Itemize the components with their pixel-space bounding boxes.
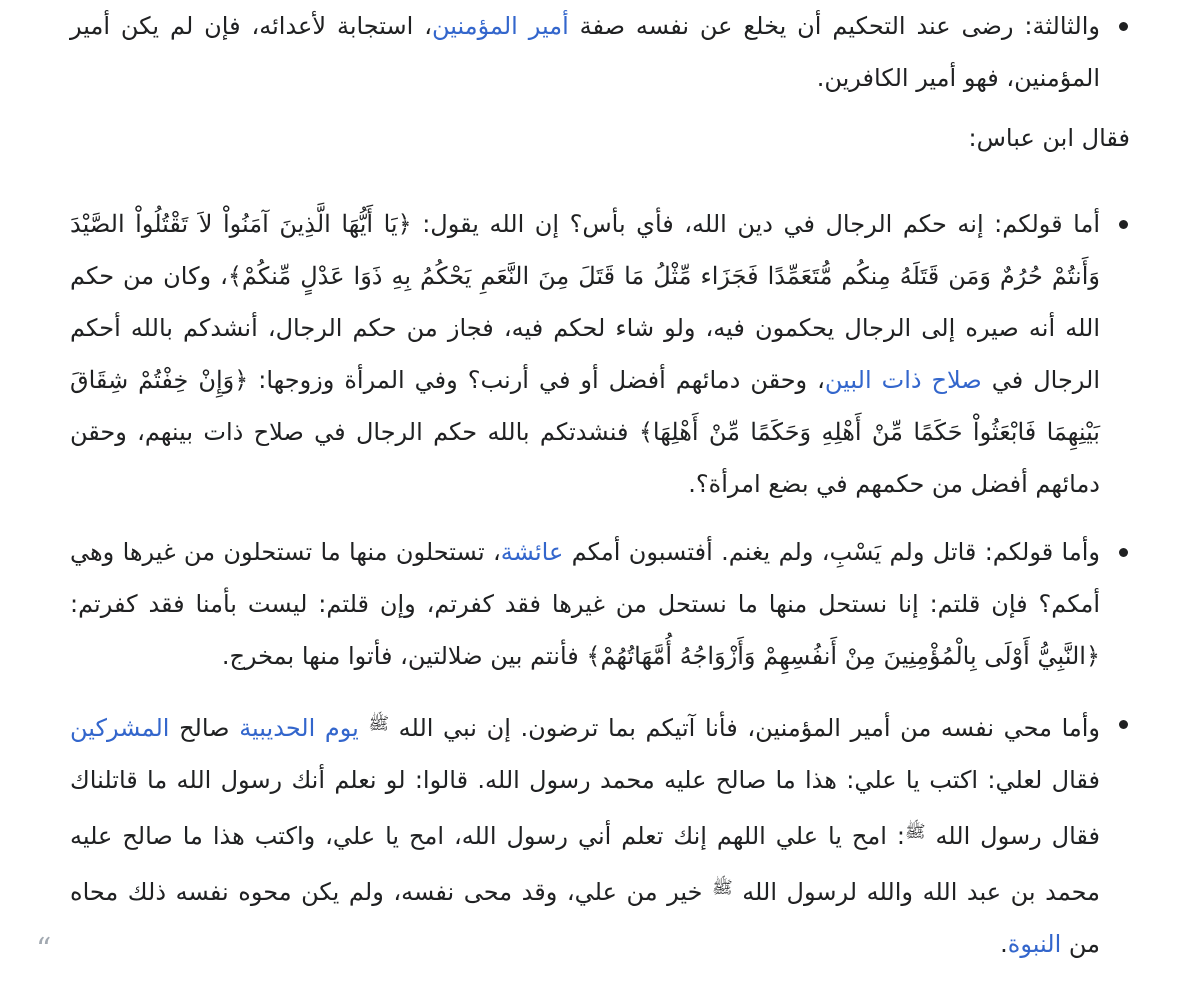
text: ، وحقن دمائهم أفضل أو في أرنب؟ وفي المرأة وزوجها:	[248, 366, 825, 394]
quran-quote: ﴿وَإِنْ خِفْتُمْ شِقَاقَ بَيْنِهِمَا فَابْعَثُواْ حَكَمًا مِّنْ أَهْلِهِ وَحَكَمًا مِّنْ أَهْلِهَا﴾	[70, 366, 1100, 446]
bullet-icon	[1119, 220, 1128, 229]
text: صالح	[169, 714, 240, 742]
link-amir-al-muminin[interactable]: أمير المؤمنين	[431, 12, 569, 40]
text: وأما قولكم: قاتل ولم يَسْبِ، ولم يغنم. أفتسبون أمكم	[563, 538, 1100, 566]
list-item-third-answer	[70, 698, 1130, 970]
ibn-abbas-intro: فقال ابن عباس:	[968, 124, 1130, 152]
text: فقال لعلي: اكتب يا علي: هذا ما صالح عليه محمد رسول الله. قالوا: لو نعلم أنك رسول الله ما قاتلناك فقال رسول الله	[70, 766, 1101, 850]
link-nubuwwah[interactable]: النبوة	[1007, 930, 1062, 958]
bullet-icon	[1119, 22, 1128, 31]
link-aisha[interactable]: عائشة	[500, 538, 564, 566]
text: .	[1000, 930, 1008, 958]
link-hudaybiyyah[interactable]: يوم الحديبية	[239, 714, 359, 742]
list-item-third-condition	[70, 0, 1130, 104]
text: : امح يا علي اللهم إنك تعلم أني رسول الله، امح يا علي، واكتب هذا ما صالح عليه محمد بن عبد الله والله لرسول الله	[70, 822, 1100, 906]
list-item-second-answer	[70, 526, 1130, 682]
salawat-glyph: ﷺ	[368, 714, 390, 734]
text: أما قولكم: إنه حكم الرجال في دين الله، فأي بأس؟ إن الله يقول:	[411, 210, 1101, 238]
bullet-icon	[1119, 548, 1128, 557]
text: وأما محي نفسه من أمير المؤمنين، فأنا آتيكم بما ترضون. إن نبي الله	[389, 714, 1101, 742]
text: ، استجابة لأعدائه، فإن لم يكن أمير المؤمنين، فهو أمير الكافرين.	[70, 12, 1100, 92]
salawat-glyph: ﷺ	[904, 822, 926, 842]
text: ، تستحلون منها ما تستحلون من غيرها وهي أمكم؟ فإن قلتم: إنا نستحل منها ما نستحل من غيرها فقد كفرتم، وإن قلتم: ليست بأمنا فقد كفرتم:	[70, 538, 1100, 618]
text: خير من علي، وقد محى نفسه، ولم يكن محوه نفسه ذلك محاه من	[70, 878, 1100, 958]
bullet-icon	[1119, 720, 1128, 729]
quran-quote: ﴿يَا أَيُّهَا الَّذِينَ آمَنُواْ لاَ تَقْتُلُواْ الصَّيْدَ وَأَنتُمْ حُرُمٌ وَمَن قَتَلَهُ مِنكُم مُّتَعَمِّدًا فَجَزَاء مِّثْلُ مَا قَتَلَ مِنَ النَّعَمِ يَحْكُمُ بِهِ ذَوَا عَدْلٍ مِّنكُمْ﴾	[70, 210, 1100, 290]
salawat-glyph: ﷺ	[712, 878, 733, 898]
list-item-first-answer	[70, 198, 1130, 510]
link-mushrikin[interactable]: المشركين	[70, 714, 170, 742]
bullet-list-top	[70, 0, 1130, 104]
article-body	[70, 0, 1130, 970]
quran-quote: ﴿النَّبِيُّ أَوْلَى بِالْمُؤْمِنِينَ مِنْ أَنفُسِهِمْ وَأَزْوَاجُهُ أُمَّهَاتُهُمْ﴾	[586, 642, 1100, 670]
bullet-list-answers	[70, 198, 1130, 970]
text: والثالثة: رضى عند التحكيم أن يخلع عن نفسه صفة	[568, 12, 1100, 40]
text: فنشدتكم بالله حكم الرجال في صلاح ذات بينهم، وحقن دمائهم أفضل من حكمهم في بضع امرأة؟.	[70, 418, 1100, 498]
text: ، وكان من حكم الله أنه صيره إلى الرجال يحكمون فيه، ولو شاء لحكم فيه، فجاز من حكم الرجال، أنشدكم بالله أحكم الرجال في	[70, 262, 1101, 394]
quote-icon: “	[36, 932, 52, 967]
link-salah-dhat-al-bayn[interactable]: صلاح ذات البين	[824, 366, 982, 394]
text: فأنتم بين ضلالتين، فأتوا منها بمخرج.	[221, 642, 587, 670]
